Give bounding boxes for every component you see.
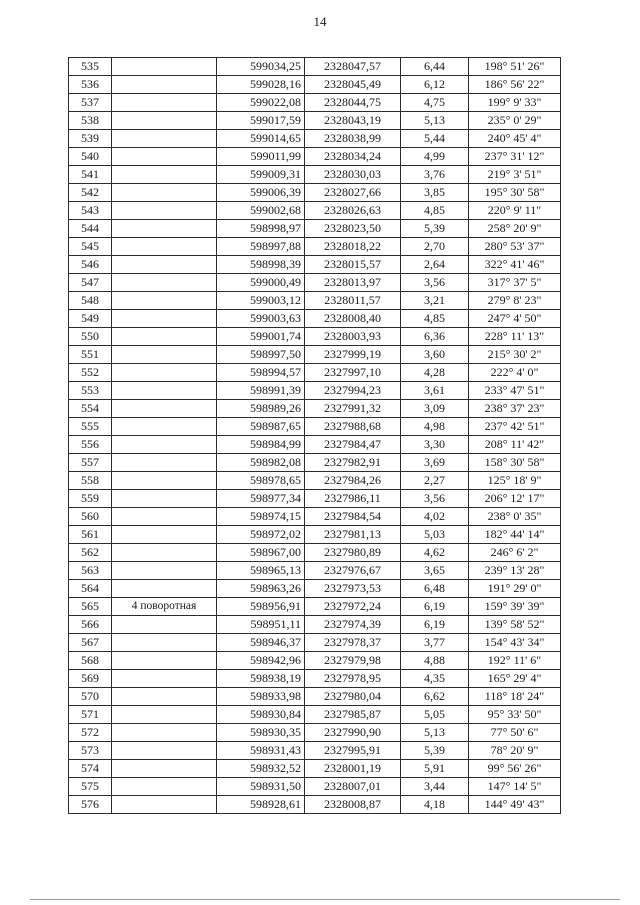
y-coordinate-cell: 2328038,99 (305, 130, 401, 148)
table-row (69, 598, 561, 616)
direction-angle-cell: 235° 0' 29" (469, 112, 561, 130)
segment-length-cell: 3,65 (401, 562, 469, 580)
segment-length-cell: 4,85 (401, 202, 469, 220)
segment-length-cell: 6,19 (401, 616, 469, 634)
table-row (69, 184, 561, 202)
segment-length-cell: 4,85 (401, 310, 469, 328)
point-number-cell: 570 (69, 688, 112, 706)
direction-angle-cell: 208° 11' 42" (469, 436, 561, 454)
point-description-cell (112, 580, 217, 598)
table-row (69, 724, 561, 742)
x-coordinate-cell: 598965,13 (217, 562, 305, 580)
direction-angle-cell: 78° 20' 9" (469, 742, 561, 760)
point-number-cell: 537 (69, 94, 112, 112)
y-coordinate-cell: 2327980,04 (305, 688, 401, 706)
point-description-cell (112, 328, 217, 346)
point-description-cell (112, 418, 217, 436)
y-coordinate-cell: 2328023,50 (305, 220, 401, 238)
y-coordinate-cell: 2327995,91 (305, 742, 401, 760)
point-number-cell: 563 (69, 562, 112, 580)
point-description-cell (112, 76, 217, 94)
point-number-cell: 548 (69, 292, 112, 310)
segment-length-cell: 2,70 (401, 238, 469, 256)
point-description-cell (112, 58, 217, 76)
segment-length-cell: 3,85 (401, 184, 469, 202)
x-coordinate-cell: 598951,11 (217, 616, 305, 634)
table-row (69, 742, 561, 760)
y-coordinate-cell: 2327991,32 (305, 400, 401, 418)
segment-length-cell: 4,88 (401, 652, 469, 670)
x-coordinate-cell: 599022,08 (217, 94, 305, 112)
table-row (69, 634, 561, 652)
direction-angle-cell: 139° 58' 52" (469, 616, 561, 634)
table-row (69, 130, 561, 148)
point-number-cell: 546 (69, 256, 112, 274)
x-coordinate-cell: 599001,74 (217, 328, 305, 346)
point-number-cell: 551 (69, 346, 112, 364)
y-coordinate-cell: 2328008,40 (305, 310, 401, 328)
point-number-cell: 557 (69, 454, 112, 472)
point-description-cell (112, 292, 217, 310)
table-row (69, 472, 561, 490)
point-number-cell: 562 (69, 544, 112, 562)
segment-length-cell: 3,76 (401, 166, 469, 184)
segment-length-cell: 4,28 (401, 364, 469, 382)
segment-length-cell: 5,39 (401, 220, 469, 238)
point-number-cell: 536 (69, 76, 112, 94)
point-description-cell (112, 130, 217, 148)
table-row (69, 616, 561, 634)
direction-angle-cell: 186° 56' 22" (469, 76, 561, 94)
x-coordinate-cell: 599028,16 (217, 76, 305, 94)
direction-angle-cell: 199° 9' 33" (469, 94, 561, 112)
x-coordinate-cell: 598967,00 (217, 544, 305, 562)
point-description-cell (112, 436, 217, 454)
direction-angle-cell: 279° 8' 23" (469, 292, 561, 310)
segment-length-cell: 4,99 (401, 148, 469, 166)
point-description-cell (112, 616, 217, 634)
table-row (69, 400, 561, 418)
table-row (69, 94, 561, 112)
table-row (69, 58, 561, 76)
y-coordinate-cell: 2328027,66 (305, 184, 401, 202)
table-row (69, 292, 561, 310)
point-number-cell: 541 (69, 166, 112, 184)
y-coordinate-cell: 2327984,26 (305, 472, 401, 490)
point-description-cell (112, 652, 217, 670)
y-coordinate-cell: 2328001,19 (305, 760, 401, 778)
point-number-cell: 571 (69, 706, 112, 724)
point-number-cell: 543 (69, 202, 112, 220)
table-row (69, 238, 561, 256)
y-coordinate-cell: 2328008,87 (305, 796, 401, 814)
table-row (69, 328, 561, 346)
direction-angle-cell: 322° 41' 46" (469, 256, 561, 274)
segment-length-cell: 6,12 (401, 76, 469, 94)
x-coordinate-cell: 598932,52 (217, 760, 305, 778)
direction-angle-cell: 195° 30' 58" (469, 184, 561, 202)
direction-angle-cell: 317° 37' 5" (469, 274, 561, 292)
direction-angle-cell: 95° 33' 50" (469, 706, 561, 724)
direction-angle-cell: 215° 30' 2" (469, 346, 561, 364)
table-row (69, 436, 561, 454)
point-number-cell: 544 (69, 220, 112, 238)
table-row (69, 562, 561, 580)
x-coordinate-cell: 598982,08 (217, 454, 305, 472)
point-description-cell (112, 148, 217, 166)
point-number-cell: 547 (69, 274, 112, 292)
table-row (69, 652, 561, 670)
y-coordinate-cell: 2328018,22 (305, 238, 401, 256)
y-coordinate-cell: 2327985,87 (305, 706, 401, 724)
table-row (69, 382, 561, 400)
direction-angle-cell: 247° 4' 50" (469, 310, 561, 328)
table-row (69, 202, 561, 220)
segment-length-cell: 5,13 (401, 112, 469, 130)
point-number-cell: 542 (69, 184, 112, 202)
direction-angle-cell: 258° 20' 9" (469, 220, 561, 238)
point-description-cell (112, 526, 217, 544)
y-coordinate-cell: 2327984,47 (305, 436, 401, 454)
y-coordinate-cell: 2328030,03 (305, 166, 401, 184)
point-description-cell (112, 346, 217, 364)
x-coordinate-cell: 598928,61 (217, 796, 305, 814)
x-coordinate-cell: 599002,68 (217, 202, 305, 220)
point-description-cell (112, 274, 217, 292)
segment-length-cell: 4,98 (401, 418, 469, 436)
x-coordinate-cell: 598978,65 (217, 472, 305, 490)
x-coordinate-cell: 598972,02 (217, 526, 305, 544)
direction-angle-cell: 147° 14' 5" (469, 778, 561, 796)
point-description-cell (112, 796, 217, 814)
table-row (69, 526, 561, 544)
direction-angle-cell: 240° 45' 4" (469, 130, 561, 148)
point-description-cell (112, 94, 217, 112)
point-number-cell: 560 (69, 508, 112, 526)
x-coordinate-cell: 598998,39 (217, 256, 305, 274)
table-row (69, 760, 561, 778)
point-description-cell (112, 544, 217, 562)
point-description-cell (112, 742, 217, 760)
x-coordinate-cell: 598930,84 (217, 706, 305, 724)
point-number-cell: 561 (69, 526, 112, 544)
y-coordinate-cell: 2328015,57 (305, 256, 401, 274)
table-row (69, 310, 561, 328)
x-coordinate-cell: 599006,39 (217, 184, 305, 202)
point-number-cell: 558 (69, 472, 112, 490)
segment-length-cell: 5,44 (401, 130, 469, 148)
segment-length-cell: 4,35 (401, 670, 469, 688)
segment-length-cell: 3,44 (401, 778, 469, 796)
point-number-cell: 549 (69, 310, 112, 328)
point-description-cell (112, 400, 217, 418)
point-number-cell: 556 (69, 436, 112, 454)
x-coordinate-cell: 598984,99 (217, 436, 305, 454)
point-description-cell (112, 184, 217, 202)
direction-angle-cell: 238° 0' 35" (469, 508, 561, 526)
segment-length-cell: 3,77 (401, 634, 469, 652)
point-number-cell: 566 (69, 616, 112, 634)
y-coordinate-cell: 2327974,39 (305, 616, 401, 634)
segment-length-cell: 6,36 (401, 328, 469, 346)
x-coordinate-cell: 599011,99 (217, 148, 305, 166)
point-description-cell (112, 670, 217, 688)
table-row (69, 364, 561, 382)
point-number-cell: 575 (69, 778, 112, 796)
x-coordinate-cell: 598997,88 (217, 238, 305, 256)
table-row (69, 166, 561, 184)
y-coordinate-cell: 2328003,93 (305, 328, 401, 346)
direction-angle-cell: 154° 43' 34" (469, 634, 561, 652)
segment-length-cell: 3,61 (401, 382, 469, 400)
segment-length-cell: 5,03 (401, 526, 469, 544)
direction-angle-cell: 206° 12' 17" (469, 490, 561, 508)
x-coordinate-cell: 598931,50 (217, 778, 305, 796)
segment-length-cell: 4,62 (401, 544, 469, 562)
segment-length-cell: 5,91 (401, 760, 469, 778)
point-number-cell: 555 (69, 418, 112, 436)
point-description-cell (112, 238, 217, 256)
direction-angle-cell: 158° 30' 58" (469, 454, 561, 472)
point-description-cell (112, 472, 217, 490)
x-coordinate-cell: 598956,91 (217, 598, 305, 616)
direction-angle-cell: 220° 9' 11" (469, 202, 561, 220)
point-number-cell: 540 (69, 148, 112, 166)
point-number-cell: 564 (69, 580, 112, 598)
table-row (69, 76, 561, 94)
x-coordinate-cell: 598963,26 (217, 580, 305, 598)
segment-length-cell: 6,19 (401, 598, 469, 616)
x-coordinate-cell: 598989,26 (217, 400, 305, 418)
point-number-cell: 552 (69, 364, 112, 382)
point-description-cell (112, 562, 217, 580)
y-coordinate-cell: 2328034,24 (305, 148, 401, 166)
segment-length-cell: 3,60 (401, 346, 469, 364)
point-description-cell (112, 778, 217, 796)
y-coordinate-cell: 2327978,95 (305, 670, 401, 688)
point-description-cell (112, 508, 217, 526)
point-description-cell (112, 202, 217, 220)
point-number-cell: 565 (69, 598, 112, 616)
x-coordinate-cell: 599034,25 (217, 58, 305, 76)
segment-length-cell: 4,18 (401, 796, 469, 814)
y-coordinate-cell: 2327979,98 (305, 652, 401, 670)
bottom-rule (30, 899, 620, 900)
segment-length-cell: 3,56 (401, 274, 469, 292)
segment-length-cell: 3,56 (401, 490, 469, 508)
table-row (69, 220, 561, 238)
y-coordinate-cell: 2327980,89 (305, 544, 401, 562)
direction-angle-cell: 144° 49' 43" (469, 796, 561, 814)
y-coordinate-cell: 2327994,23 (305, 382, 401, 400)
y-coordinate-cell: 2328026,63 (305, 202, 401, 220)
point-number-cell: 569 (69, 670, 112, 688)
point-description-cell (112, 706, 217, 724)
point-description-cell (112, 688, 217, 706)
point-description-cell (112, 256, 217, 274)
segment-length-cell: 3,69 (401, 454, 469, 472)
point-number-cell: 538 (69, 112, 112, 130)
point-number-cell: 545 (69, 238, 112, 256)
direction-angle-cell: 237° 42' 51" (469, 418, 561, 436)
point-number-cell: 550 (69, 328, 112, 346)
table-row (69, 490, 561, 508)
page-number: 14 (313, 14, 327, 29)
direction-angle-cell: 222° 4' 0" (469, 364, 561, 382)
table-row (69, 778, 561, 796)
segment-length-cell: 6,62 (401, 688, 469, 706)
segment-length-cell: 3,09 (401, 400, 469, 418)
point-description-cell: 4 поворотная (112, 598, 217, 616)
y-coordinate-cell: 2327981,13 (305, 526, 401, 544)
x-coordinate-cell: 599017,59 (217, 112, 305, 130)
x-coordinate-cell: 598997,50 (217, 346, 305, 364)
x-coordinate-cell: 598931,43 (217, 742, 305, 760)
segment-length-cell: 4,75 (401, 94, 469, 112)
point-number-cell: 572 (69, 724, 112, 742)
table-row (69, 112, 561, 130)
x-coordinate-cell: 598998,97 (217, 220, 305, 238)
direction-angle-cell: 239° 13' 28" (469, 562, 561, 580)
y-coordinate-cell: 2328044,75 (305, 94, 401, 112)
y-coordinate-cell: 2327988,68 (305, 418, 401, 436)
direction-angle-cell: 238° 37' 23" (469, 400, 561, 418)
direction-angle-cell: 77° 50' 6" (469, 724, 561, 742)
direction-angle-cell: 198° 51' 26" (469, 58, 561, 76)
point-number-cell: 567 (69, 634, 112, 652)
segment-length-cell: 6,48 (401, 580, 469, 598)
direction-angle-cell: 118° 18' 24" (469, 688, 561, 706)
point-description-cell (112, 490, 217, 508)
table-row (69, 544, 561, 562)
segment-length-cell: 5,13 (401, 724, 469, 742)
y-coordinate-cell: 2327973,53 (305, 580, 401, 598)
x-coordinate-cell: 598942,96 (217, 652, 305, 670)
coordinates-table-body (69, 58, 561, 814)
direction-angle-cell: 237° 31' 12" (469, 148, 561, 166)
segment-length-cell: 2,27 (401, 472, 469, 490)
x-coordinate-cell: 599014,65 (217, 130, 305, 148)
x-coordinate-cell: 599003,63 (217, 310, 305, 328)
segment-length-cell: 4,02 (401, 508, 469, 526)
x-coordinate-cell: 598991,39 (217, 382, 305, 400)
table-row (69, 274, 561, 292)
point-description-cell (112, 760, 217, 778)
x-coordinate-cell: 599009,31 (217, 166, 305, 184)
direction-angle-cell: 159° 39' 39" (469, 598, 561, 616)
x-coordinate-cell: 598987,65 (217, 418, 305, 436)
table-row (69, 508, 561, 526)
y-coordinate-cell: 2327990,90 (305, 724, 401, 742)
table-row (69, 706, 561, 724)
x-coordinate-cell: 598946,37 (217, 634, 305, 652)
point-description-cell (112, 166, 217, 184)
point-description-cell (112, 112, 217, 130)
y-coordinate-cell: 2328011,57 (305, 292, 401, 310)
direction-angle-cell: 182° 44' 14" (469, 526, 561, 544)
x-coordinate-cell: 598977,34 (217, 490, 305, 508)
point-number-cell: 568 (69, 652, 112, 670)
x-coordinate-cell: 598974,15 (217, 508, 305, 526)
point-number-cell: 553 (69, 382, 112, 400)
y-coordinate-cell: 2328043,19 (305, 112, 401, 130)
direction-angle-cell: 280° 53' 37" (469, 238, 561, 256)
table-row (69, 688, 561, 706)
y-coordinate-cell: 2328013,97 (305, 274, 401, 292)
point-description-cell (112, 382, 217, 400)
y-coordinate-cell: 2327999,19 (305, 346, 401, 364)
point-description-cell (112, 310, 217, 328)
point-number-cell: 559 (69, 490, 112, 508)
direction-angle-cell: 99° 56' 26" (469, 760, 561, 778)
point-number-cell: 573 (69, 742, 112, 760)
table-row (69, 580, 561, 598)
point-description-cell (112, 220, 217, 238)
x-coordinate-cell: 598933,98 (217, 688, 305, 706)
table-row (69, 454, 561, 472)
direction-angle-cell: 246° 6' 2" (469, 544, 561, 562)
direction-angle-cell: 192° 11' 6" (469, 652, 561, 670)
y-coordinate-cell: 2327986,11 (305, 490, 401, 508)
segment-length-cell: 3,21 (401, 292, 469, 310)
y-coordinate-cell: 2327972,24 (305, 598, 401, 616)
segment-length-cell: 2,64 (401, 256, 469, 274)
point-number-cell: 576 (69, 796, 112, 814)
direction-angle-cell: 219° 3' 51" (469, 166, 561, 184)
y-coordinate-cell: 2327997,10 (305, 364, 401, 382)
y-coordinate-cell: 2327982,91 (305, 454, 401, 472)
table-row (69, 418, 561, 436)
y-coordinate-cell: 2328045,49 (305, 76, 401, 94)
segment-length-cell: 5,39 (401, 742, 469, 760)
x-coordinate-cell: 599003,12 (217, 292, 305, 310)
direction-angle-cell: 165° 29' 4" (469, 670, 561, 688)
direction-angle-cell: 125° 18' 9" (469, 472, 561, 490)
table-row (69, 670, 561, 688)
table-row (69, 346, 561, 364)
point-number-cell: 574 (69, 760, 112, 778)
segment-length-cell: 3,30 (401, 436, 469, 454)
x-coordinate-cell: 598994,57 (217, 364, 305, 382)
direction-angle-cell: 191° 29' 0" (469, 580, 561, 598)
x-coordinate-cell: 599000,49 (217, 274, 305, 292)
point-description-cell (112, 364, 217, 382)
segment-length-cell: 5,05 (401, 706, 469, 724)
point-number-cell: 554 (69, 400, 112, 418)
y-coordinate-cell: 2328047,57 (305, 58, 401, 76)
point-description-cell (112, 724, 217, 742)
x-coordinate-cell: 598938,19 (217, 670, 305, 688)
y-coordinate-cell: 2327976,67 (305, 562, 401, 580)
table-row (69, 256, 561, 274)
coordinates-table (68, 57, 561, 814)
point-description-cell (112, 454, 217, 472)
direction-angle-cell: 228° 11' 13" (469, 328, 561, 346)
y-coordinate-cell: 2327984,54 (305, 508, 401, 526)
table-row (69, 148, 561, 166)
table-row (69, 796, 561, 814)
point-number-cell: 535 (69, 58, 112, 76)
point-number-cell: 539 (69, 130, 112, 148)
y-coordinate-cell: 2327978,37 (305, 634, 401, 652)
x-coordinate-cell: 598930,35 (217, 724, 305, 742)
segment-length-cell: 6,44 (401, 58, 469, 76)
direction-angle-cell: 233° 47' 51" (469, 382, 561, 400)
point-description-cell (112, 634, 217, 652)
y-coordinate-cell: 2328007,01 (305, 778, 401, 796)
